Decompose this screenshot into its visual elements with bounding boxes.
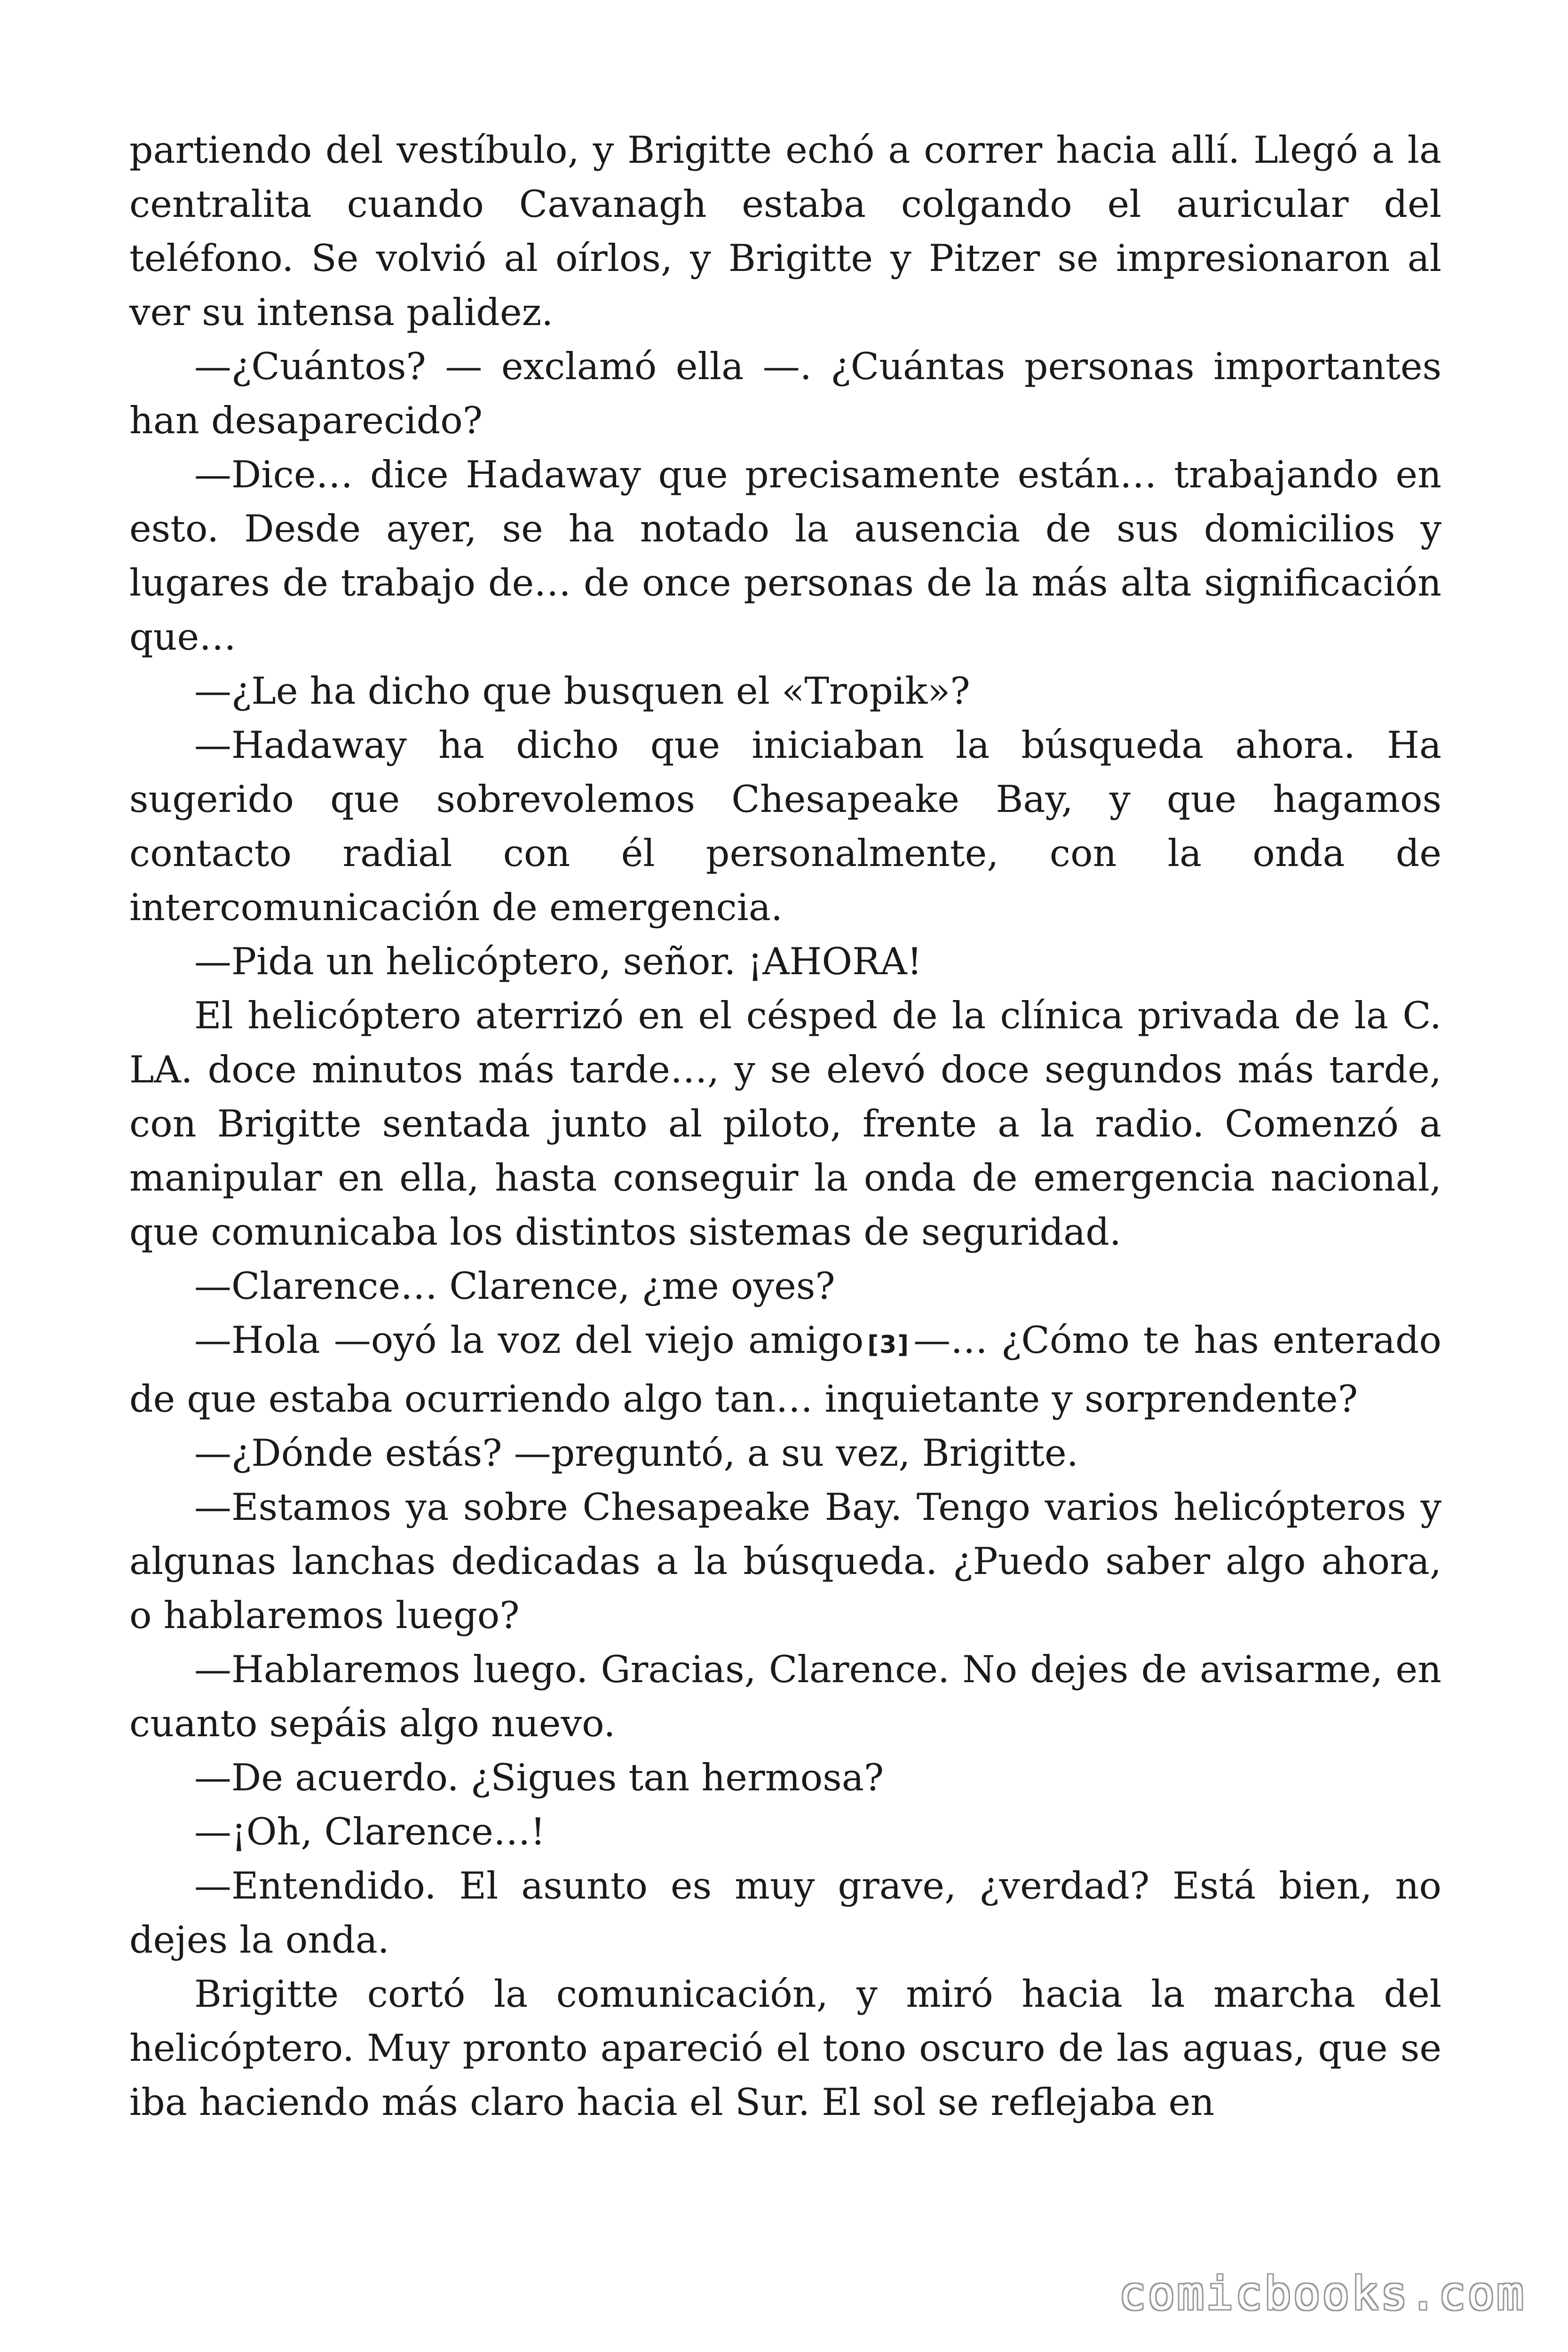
paragraph: partiendo del vestíbulo, y Brigitte echó a correr hacia allí. Llegó a la centralita cuando Cavanagh estaba colgando el auricular del teléfono. Se volvió al oírlos, y Brigitte y Pitzer se impresionaron al ver su intensa palidez.: [129, 128, 1441, 334]
paragraph: El helicóptero aterrizó en el césped de la clínica privada de la C. LA. doce minutos más tarde…, y se elevó doce segundos más tarde, con Brigitte sentada junto al piloto, frente a la radio. Comenzó a manipular en ella, hasta conseguir la onda de emergencia nacional, que comunicaba los distintos sistemas de seguridad.: [129, 994, 1441, 1254]
paragraph-with-note: [129, 1313, 1441, 1426]
paragraph: Brigitte cortó la comunicación, y miró hacia la marcha del helicóptero. Muy pronto apareció el tono oscuro de las aguas, que se iba haciendo más claro hacia el Sur. El sol se reflejaba en: [129, 1972, 1441, 2124]
paragraph: —Pida un helicóptero, señor. ¡AHORA!: [194, 940, 922, 983]
paragraph: —Dice… dice Hadaway que precisamente están… trabajando en esto. Desde ayer, se ha notado la ausencia de sus domicilios y lugares de trabajo de… de once personas de la más alta significación que…: [129, 453, 1441, 659]
paragraph: —¿Le ha dicho que busquen el «Tropik»?: [194, 669, 970, 713]
paragraph: —Estamos ya sobre Chesapeake Bay. Tengo varios helicópteros y algunas lanchas dedicadas a la búsqueda. ¿Puedo saber algo ahora, o hablaremos luego?: [129, 1486, 1441, 1637]
paragraph: —Clarence… Clarence, ¿me oyes?: [194, 1264, 835, 1308]
paragraph: —Hadaway ha dicho que iniciaban la búsqueda ahora. Ha sugerido que sobrevolemos Chesapeake Bay, y que hagamos contacto radial con él personalmente, con la onda de intercomunicación de emergencia.: [129, 723, 1441, 929]
watermark: comicbooks.com: [1118, 2267, 1526, 2320]
footnote-reference-link[interactable]: [3]: [867, 1331, 910, 1359]
book-page-text: [129, 123, 1441, 2130]
paragraph: —Entendido. El asunto es muy grave, ¿verdad? Está bien, no dejes la onda.: [129, 1864, 1441, 1962]
paragraph: —De acuerdo. ¿Sigues tan hermosa?: [194, 1756, 884, 1799]
paragraph: —Hablaremos luego. Gracias, Clarence. No dejes de avisarme, en cuanto sepáis algo nuevo.: [129, 1648, 1441, 1745]
paragraph: —¿Dónde estás? —preguntó, a su vez, Brigitte.: [194, 1431, 1078, 1475]
paragraph: —¿Cuántos? — exclamó ella —. ¿Cuántas personas importantes han desaparecido?: [129, 345, 1441, 442]
paragraph: —¡Oh, Clarence…!: [194, 1810, 546, 1853]
paragraph-text: —… ¿Cómo te has enterado de que estaba ocurriendo algo tan… inquietante y sorprendente?: [129, 1319, 1441, 1421]
paragraph-text: —Hola —oyó la voz del viejo amigo: [194, 1319, 864, 1362]
